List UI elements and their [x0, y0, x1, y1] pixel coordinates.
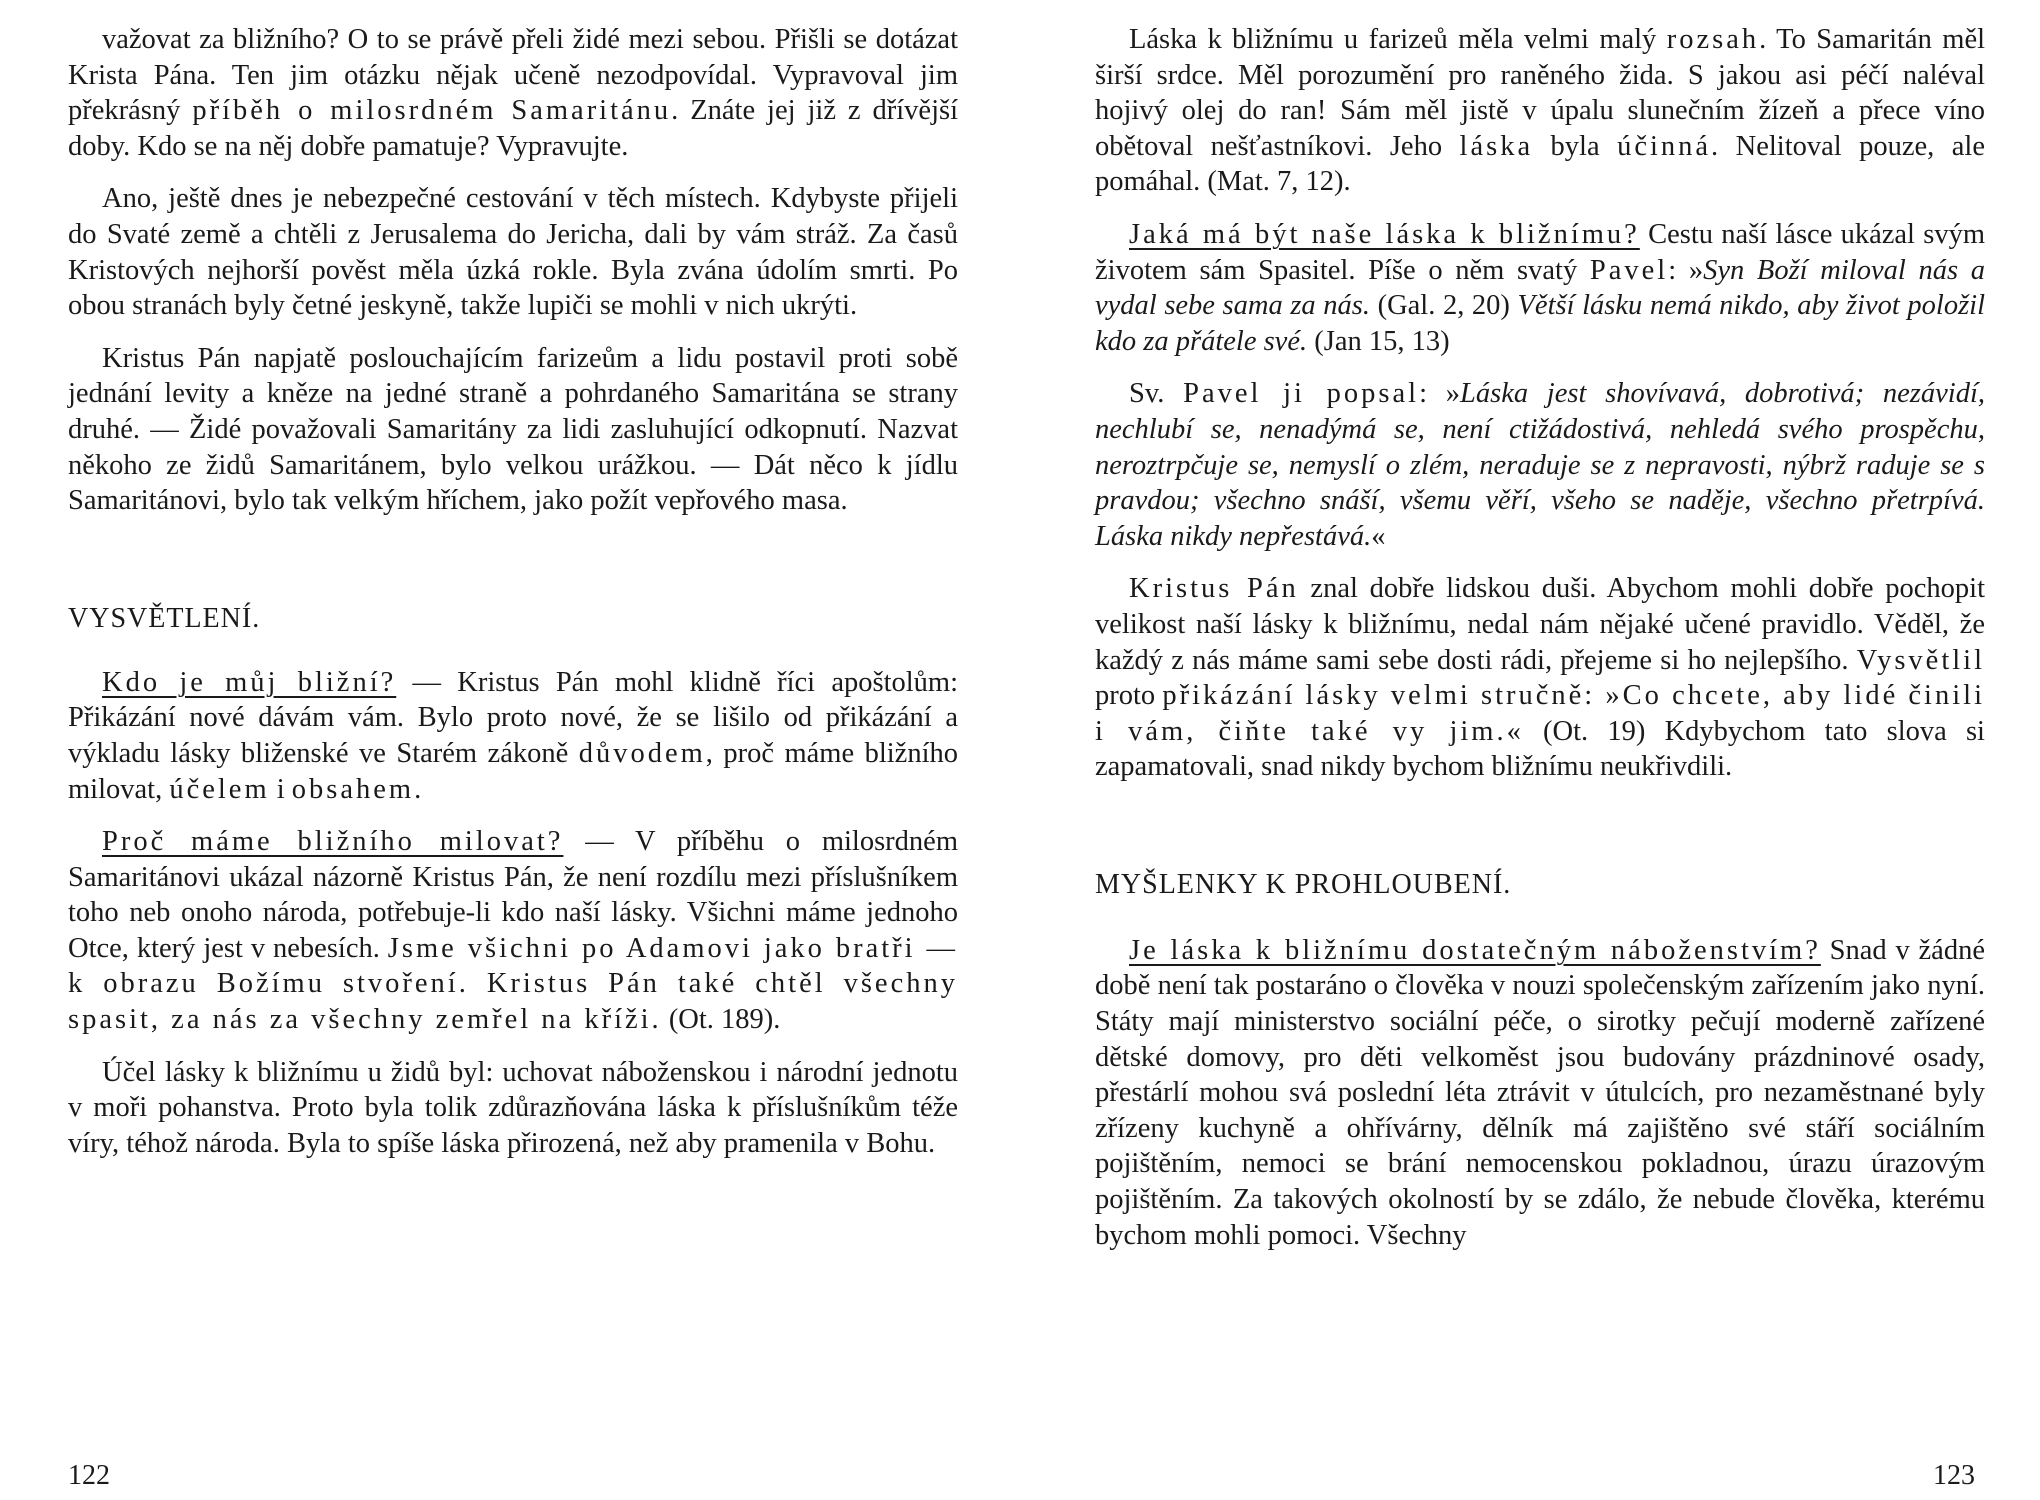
- page-number: 123: [1933, 1460, 1975, 1491]
- paragraph: Kdo je můj bližní? — Kristus Pán mohl klidně říci apoštolům: Přikázání nové dávám vám. Bylo proto nové, že se lišilo od přikázání a výkladu lásky bliženské ve Starém zákoně důvodem, proč máme bližního milovat, účelem i obsahem.: [68, 666, 958, 805]
- paragraph: Účel lásky k bližnímu u židů byl: uchovat náboženskou i národní jednotu v moři pohanstva. Proto byla tolik zdůrazňována láska k příslušníkům téže víry, téhož národa. Byla to spíše láska přirozená, než aby pramenila v Bohu.: [68, 1056, 958, 1159]
- paragraph: Proč máme bližního milovat? — V příběhu o milosrdném Samaritánovi ukázal názorně Kristus Pán, že není rozdílu mezi příslušníkem toho neb onoho národa, potřebuje-li kdo naší lásky. Všichni máme jednoho Otce, který jest v nebesích. Jsme všichni po Adamovi jako bratři — k obrazu Božímu stvoření. Kristus Pán také chtěl všechny spasit, za nás za všechny zemřel na kříži. (Ot. 189).: [68, 826, 958, 1036]
- paragraph: Sv. Pavel ji popsal: »Láska jest shovívavá, dobrotivá; nezávidí, nechlubí se, nenadýmá se, není ctižádostivá, nehledá svého prospěchu, neroztrpčuje se, nemyslí o zlém, neraduje se z nepravosti, nýbrž raduje se s pravdou; všechno snáší, všemu věří, všeho se naděje, všechno přetrpívá. Láska nikdy nepřestává.«: [1095, 378, 1985, 552]
- question-heading: Jaká má být naše láska k bližnímu?: [1129, 218, 1640, 250]
- question-heading: Kdo je můj bližní?: [102, 666, 397, 698]
- paragraph: Kristus Pán znal dobře lidskou duši. Abychom mohli dobře pochopit velikost naší lásky k bližnímu, nedal nám nějaké učené pravidlo. Věděl, že každý z nás máme sami sebe dosti rádi, přejeme si ho nejlepšího. Vysvětlil proto přikázání lásky velmi stručně: »Co chcete, aby lidé činili i vám, čiňte také vy jim.« (Ot. 19) Kdybychom tato slova si zapamatovali, snad nikdy bychom bližnímu neukřivdili.: [1095, 573, 1985, 783]
- paragraph: Ano, ještě dnes je nebezpečné cestování v těch místech. Kdybyste přijeli do Svaté země a chtěli z Jerusalema do Jericha, dali by vám stráž. Za časů Kristových nejhorší pověst měla úzká rokle. Byla zvána údolím smrti. Po obou stranách byly četné jeskyně, takže lupiči se mohli v nich ukrýti.: [68, 183, 958, 322]
- left-page: [68, 22, 958, 1178]
- question-heading: Proč máme bližního milovat?: [102, 826, 564, 858]
- section-heading: MYŠLENKY K PROHLOUBENÍ.: [1095, 868, 1512, 900]
- paragraph: Jaká má být naše láska k bližnímu? Cestu naší lásce ukázal svým životem sám Spasitel. Píše o něm svatý Pavel: »Syn Boží miloval nás a vydal sebe sama za nás. (Gal. 2, 20) Větší lásku nemá nikdo, aby život položil kdo za přátele své. (Jan 15, 13): [1095, 218, 1985, 357]
- question-heading: Je láska k bližnímu dostatečným náboženstvím?: [1129, 934, 1821, 966]
- paragraph: važovat za bližního? O to se právě přeli židé mezi sebou. Přišli se dotázat Krista Pána. Ten jim otázku nějak učeně nezodpovídal. Vypravoval jim překrásný příběh o milosrdném Samaritánu. Znáte jej již z dřívější doby. Kdo se na něj dobře pamatuje? Vypravujte.: [68, 24, 959, 162]
- paragraph: Je láska k bližnímu dostatečným náboženstvím? Snad v žádné době není tak postaráno o člověka v nouzi společenským zařízením jako nyní. Státy mají ministerstvo sociální péče, o sirotky pečují moderně zařízené dětské domovy, pro děti velkoměst jsou budovány prázdninové osady, přestárlí mohou svá poslední léta ztrávit v útulcích, pro nezaměstnané byly zřízeny kuchyně a ohřívárny, dělník má zajištěno své stáří sociálním pojištěním, nemoci se brání nemocenskou pokladnou, úrazu úrazovým pojištěním. Za takových okolností by se zdálo, že nebude člověka, kterému bychom mohli pomoci. Všechny: [1095, 934, 1985, 1251]
- page-number: 122: [68, 1460, 110, 1491]
- right-page: [1095, 22, 1985, 1270]
- paragraph: Láska k bližnímu u farizeů měla velmi malý rozsah. To Samaritán měl širší srdce. Měl porozumění pro raněného žida. S jakou asi péčí naléval hojivý olej do ran! Sám měl jistě v úpalu slunečním žízeň a přece víno obětoval nešťastníkovi. Jeho láska byla účinná. Nelitoval pouze, ale pomáhal. (Mat. 7, 12).: [1095, 24, 1986, 198]
- paragraph: Kristus Pán napjatě poslouchajícím farizeům a lidu postavil proti sobě jednání levity a kněze na jedné straně a pohrdaného Samaritána se strany druhé. — Židé považovali Samaritány za lidi zasluhující odkopnutí. Nazvat někoho ze židů Samaritánem, bylo velkou urážkou. — Dát něco k jídlu Samaritánovi, bylo tak velkým hříchem, jako požít vepřového masa.: [68, 342, 958, 517]
- section-heading: VYSVĚTLENÍ.: [68, 602, 261, 634]
